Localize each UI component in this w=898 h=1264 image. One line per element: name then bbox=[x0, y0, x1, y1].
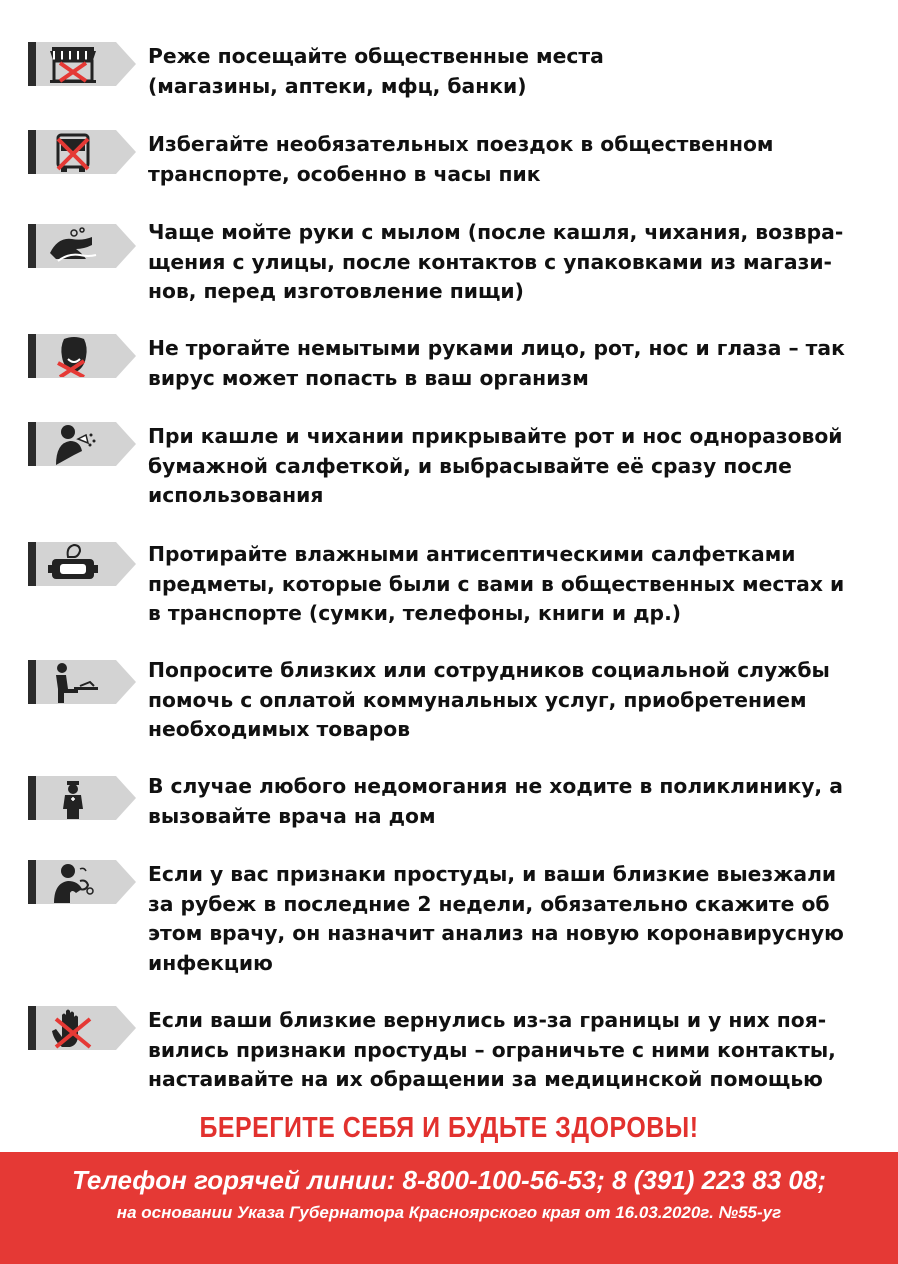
face-touch-crossed-icon bbox=[44, 335, 102, 377]
person-at-desk-icon bbox=[44, 661, 102, 703]
footer-banner bbox=[0, 1152, 898, 1264]
tip-text: Не трогайте немытыми руками лицо, рот, нос и глаза – так вирус может попасть в ваш организм bbox=[148, 336, 845, 390]
tip-badge bbox=[28, 776, 140, 820]
hand-stop-crossed-icon bbox=[44, 1007, 102, 1049]
motto-heading: БЕРЕГИТЕ СЕБЯ И БУДЬТЕ ЗДОРОВЫ! bbox=[199, 1112, 699, 1144]
sneeze-tissue-icon bbox=[44, 423, 102, 465]
tip-text: В случае любого недомогания не ходите в поликлинику, а вызовайте врача на дом bbox=[148, 774, 843, 828]
tip-text: Попросите близких или сотрудников социальной службы помочь с оплатой коммунальных услуг, приобретением необходимых товаров bbox=[148, 658, 830, 741]
doctor-icon bbox=[44, 777, 102, 819]
tip-text: Если у вас признаки простуды, и ваши близкие выезжали за рубеж в последние 2 недели, обязательно скажите об этом врачу, он назначит анализ на новую коронавирусную инфекцию bbox=[148, 862, 844, 975]
decree-basis-text: на основании Указа Губернатора Красноярского края от 16.03.2020г. №55-уг bbox=[116, 1203, 782, 1222]
tip-badge bbox=[28, 422, 140, 466]
tip-badge bbox=[28, 224, 140, 268]
shop-crossed-icon bbox=[44, 43, 102, 85]
tip-badge bbox=[28, 42, 140, 86]
tip-text: Реже посещайте общественные места (магазины, аптеки, мфц, банки) bbox=[148, 44, 604, 98]
wipes-pack-icon bbox=[44, 543, 102, 585]
tip-text: При кашле и чихании прикрывайте рот и нос одноразовой бумажной салфеткой, и выбрасывайте её сразу после использования bbox=[148, 424, 843, 507]
hand-washing-icon bbox=[44, 225, 102, 267]
tip-badge bbox=[28, 542, 140, 586]
tip-badge bbox=[28, 334, 140, 378]
tip-badge bbox=[28, 130, 140, 174]
tip-text: Чаще мойте руки с мылом (после кашля, чихания, возвра- щения с улицы, после контактов с упаковками из магази- нов, перед изготовление пищи) bbox=[148, 220, 844, 303]
tip-badge bbox=[28, 860, 140, 904]
tip-badge bbox=[28, 660, 140, 704]
sick-person-icon bbox=[44, 861, 102, 903]
bus-crossed-icon bbox=[44, 131, 102, 173]
tip-badge bbox=[28, 1006, 140, 1050]
tip-text: Если ваши близкие вернулись из-за границы и у них поя- вились признаки простуды – ограничьте с ними контакты, настаивайте на их обращении за медицинской помощью bbox=[148, 1008, 836, 1091]
hotline-phone-text: Телефон горячей линии: 8-800-100-56-53; 8 (391) 223 83 08; bbox=[71, 1165, 827, 1195]
tip-text: Протирайте влажными антисептическими салфетками предметы, которые были с вами в общественных местах и в транспорте (сумки, телефоны, книги и др.) bbox=[148, 542, 845, 625]
tip-text: Избегайте необязательных поездок в общественном транспорте, особенно в часы пик bbox=[148, 132, 774, 186]
